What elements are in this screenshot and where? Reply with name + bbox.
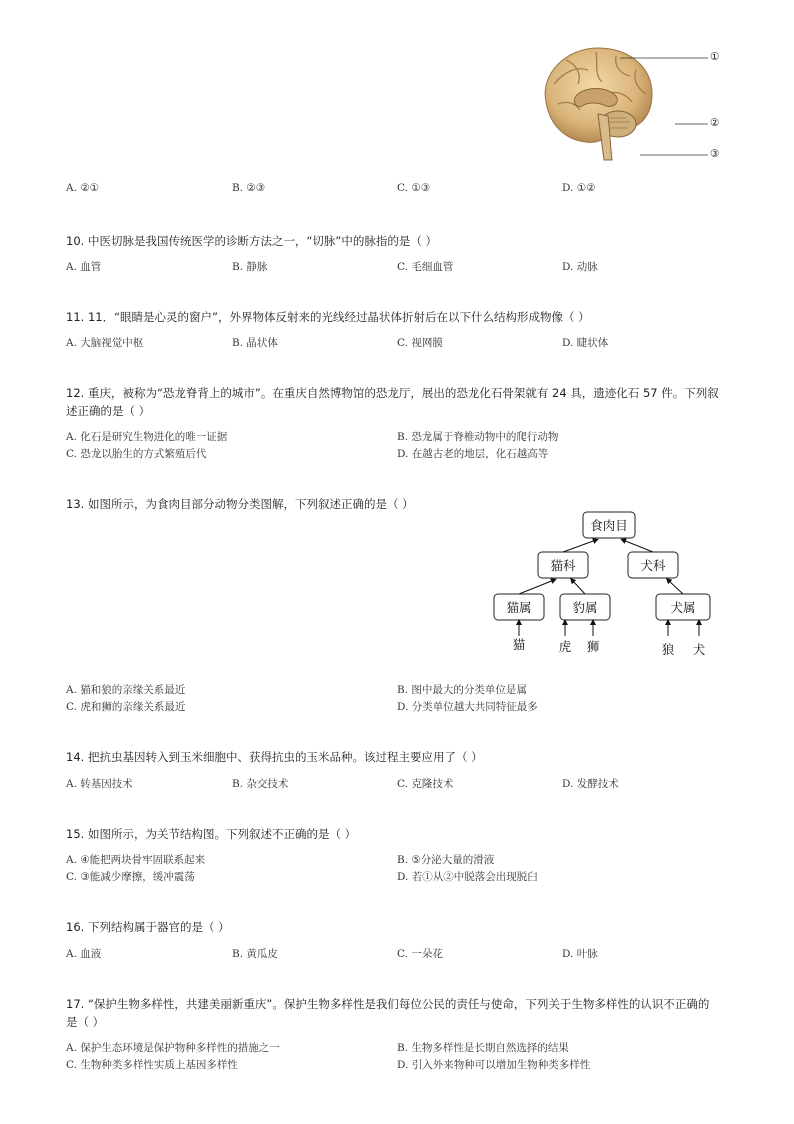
q17-option-c[interactable]: C. 生物种类多样性实质上基因多样性 xyxy=(66,1059,238,1071)
species-cat: 猫 xyxy=(512,637,526,652)
brain-label-3: ③ xyxy=(710,148,720,160)
q12-stem-line1: 12. 重庆，被称为“恐龙脊背上的城市”。在重庆自然博物馆的恐龙厅，展出的恐龙化石骨架就有 24 具，遗迹化石 57 件。下列叙 xyxy=(66,386,719,400)
classification-diagram xyxy=(488,508,728,658)
q13-option-b[interactable]: B. 图中最大的分类单位是属 xyxy=(397,684,527,696)
node-family1: 猫科 xyxy=(550,558,576,573)
q13-option-d[interactable]: D. 分类单位越大共同特征最多 xyxy=(397,701,538,713)
q17-option-a[interactable]: A. 保护生态环境是保护物种多样性的措施之一 xyxy=(66,1042,280,1054)
q17-option-b[interactable]: B. 生物多样性是长期自然选择的结果 xyxy=(397,1042,569,1054)
q16-option-d[interactable]: D. 叶脉 xyxy=(562,948,598,960)
q10-stem: 10. 中医切脉是我国传统医学的诊断方法之一，“切脉”中的脉指的是（ ） xyxy=(66,234,438,248)
q10-option-d[interactable]: D. 动脉 xyxy=(562,261,598,273)
q15-option-c[interactable]: C. ③能减少摩擦，缓冲震荡 xyxy=(66,871,195,883)
q16-stem: 16. 下列结构属于器官的是（ ） xyxy=(66,920,230,934)
q17-stem-line2: 是（ ） xyxy=(66,1015,105,1029)
q12-option-a[interactable]: A. 化石是研究生物进化的唯一证据 xyxy=(66,431,228,443)
node-genus1: 猫属 xyxy=(506,600,532,615)
species-tiger: 虎 xyxy=(558,639,572,654)
q11-option-b[interactable]: B. 晶状体 xyxy=(232,337,278,349)
q11-stem: 11. 11．“眼睛是心灵的窗户”，外界物体反射来的光线经过晶状体折射后在以下什么结构形成物像（ ） xyxy=(66,310,590,324)
q10-option-c[interactable]: C. 毛细血管 xyxy=(397,261,454,273)
q11-option-c[interactable]: C. 视网膜 xyxy=(397,337,443,349)
q10-option-a[interactable]: A. 血管 xyxy=(66,261,102,273)
q15-option-a[interactable]: A. ④能把两块骨牢固联系起来 xyxy=(66,854,206,866)
q13-option-c[interactable]: C. 虎和狮的亲缘关系最近 xyxy=(66,701,186,713)
species-dog: 犬 xyxy=(692,642,706,657)
node-order: 食肉目 xyxy=(590,518,628,533)
node-genus3: 犬属 xyxy=(670,600,696,615)
species-lion: 狮 xyxy=(586,639,600,654)
q15-option-d[interactable]: D. 若①从②中脱落会出现脱臼 xyxy=(397,871,538,883)
q12-stem-line2: 述正确的是（ ） xyxy=(66,404,151,418)
q12-option-b[interactable]: B. 恐龙属于脊椎动物中的爬行动物 xyxy=(397,431,559,443)
q11-option-a[interactable]: A. 大脑视觉中枢 xyxy=(66,337,144,349)
brain-label-2: ② xyxy=(710,117,720,129)
brain-leader-lines xyxy=(0,0,794,200)
q12-option-c[interactable]: C. 恐龙以胎生的方式繁殖后代 xyxy=(66,448,207,460)
q9-option-a[interactable]: A. ②① xyxy=(66,182,100,194)
q14-option-d[interactable]: D. 发酵技术 xyxy=(562,778,619,790)
q11-option-d[interactable]: D. 睫状体 xyxy=(562,337,609,349)
q13-option-a[interactable]: A. 猫和狼的亲缘关系最近 xyxy=(66,684,186,696)
q12-option-d[interactable]: D. 在越古老的地层，化石越高等 xyxy=(397,448,549,460)
species-wolf: 狼 xyxy=(661,642,675,657)
q9-option-b[interactable]: B. ②③ xyxy=(232,182,266,194)
q9-option-d[interactable]: D. ①② xyxy=(562,182,596,194)
q9-option-c[interactable]: C. ①③ xyxy=(397,182,431,194)
q14-stem: 14. 把抗虫基因转入到玉米细胞中、获得抗虫的玉米品种。该过程主要应用了（ ） xyxy=(66,750,483,764)
q16-option-a[interactable]: A. 血液 xyxy=(66,948,102,960)
q17-option-d[interactable]: D. 引入外来物种可以增加生物种类多样性 xyxy=(397,1059,591,1071)
q13-stem: 13. 如图所示，为食肉目部分动物分类图解，下列叙述正确的是（ ） xyxy=(66,497,414,511)
brain-label-1: ① xyxy=(710,51,720,63)
q14-option-c[interactable]: C. 克隆技术 xyxy=(397,778,454,790)
q14-option-a[interactable]: A. 转基因技术 xyxy=(66,778,133,790)
q15-option-b[interactable]: B. ⑤分泌大量的滑液 xyxy=(397,854,495,866)
q17-stem-line1: 17. “保护生物多样性，共建美丽新重庆”。保护生物多样性是我们每位公民的责任与使命，下列关于生物多样性的认识不正确的 xyxy=(66,997,710,1011)
q14-option-b[interactable]: B. 杂交技术 xyxy=(232,778,289,790)
node-family2: 犬科 xyxy=(640,558,666,573)
q15-stem: 15. 如图所示，为关节结构图。下列叙述不正确的是（ ） xyxy=(66,827,357,841)
q10-option-b[interactable]: B. 静脉 xyxy=(232,261,268,273)
q16-option-c[interactable]: C. 一朵花 xyxy=(397,948,443,960)
q16-option-b[interactable]: B. 黄瓜皮 xyxy=(232,948,278,960)
node-genus2: 豹属 xyxy=(572,600,598,615)
